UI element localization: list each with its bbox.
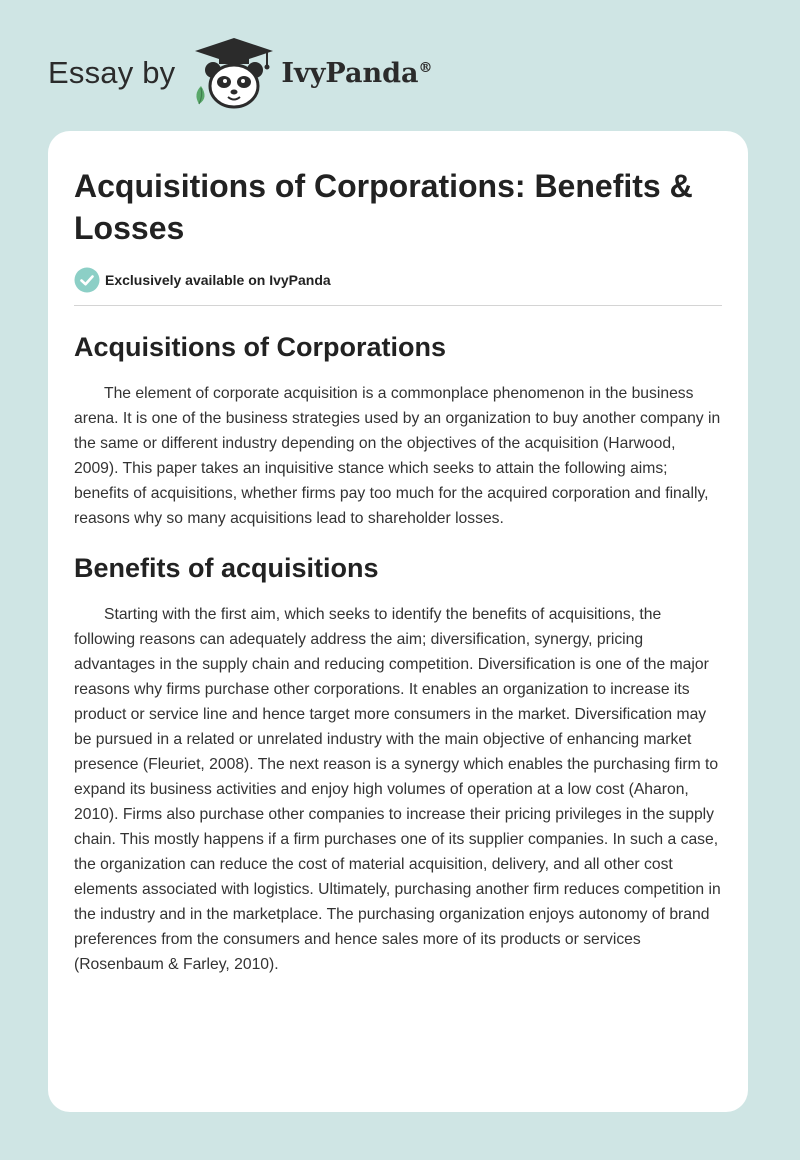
section-benefits <box>74 551 722 977</box>
exclusive-badge-text: Exclusively available on IvyPanda <box>105 272 331 288</box>
section-heading: Benefits of acquisitions <box>74 553 379 583</box>
exclusive-badge <box>74 267 722 293</box>
essay-by-label: Essay by <box>48 55 176 90</box>
section-acquisitions <box>74 330 722 531</box>
title-divider <box>74 305 722 306</box>
check-circle-icon <box>74 267 100 293</box>
registered-mark: ® <box>418 59 433 76</box>
section-paragraph: The element of corporate acquisition is a commonplace phenomenon in the business arena. It is one of the business strategies used by an organization to buy another company in the same or different industry depending on the objectives of the acquisition (Harwood, 2009). This paper takes an inquisitive stance which seeks to attain the following aims; benefits of acquisitions, whether firms pay too much for the acquired corporation and finally, reasons why so many acquisitions lead to shareholder losses. <box>74 385 721 527</box>
brand-name[interactable]: IvyPanda® <box>281 57 433 89</box>
essay-card <box>48 131 748 1112</box>
site-header <box>48 36 432 110</box>
section-paragraph: Starting with the first aim, which seeks to identify the benefits of acquisitions, the following reasons can adequately address the aim; diversification, synergy, pricing advantages in the supply chain and reducing competition. Diversification is one of the major reasons why firms purchase other corporations. It enables an organization to increase its product or service line and hence target more consumers in the market. Diversification may be pursued in a related or unrelated industry with the main objective of enhancing market presence (Fleuriet, 2008). The next reason is a synergy which enables the purchasing firm to expand its business activities and enjoy high volumes of operation at a low cost (Aharon, 2010). Firms also purchase other companies to increase their pricing privileges in the supply chain. This mostly happens if a firm purchases one of its supplier companies. In such a case, the organization can reduce the cost of material acquisition, delivery, and all other cost elements associated with logistics. Ultimately, purchasing another firm reduces competition in the industry and in the marketplace. The purchasing organization enjoys autonomy of brand preferences from the consumers and hence sales more of its products or services (Rosenbaum & Farley, 2010). <box>74 606 721 973</box>
section-heading: Acquisitions of Corporations <box>74 332 447 362</box>
essay-title: Acquisitions of Corporations: Benefits & Losses <box>74 168 693 246</box>
panda-graduate-icon[interactable] <box>189 36 279 110</box>
